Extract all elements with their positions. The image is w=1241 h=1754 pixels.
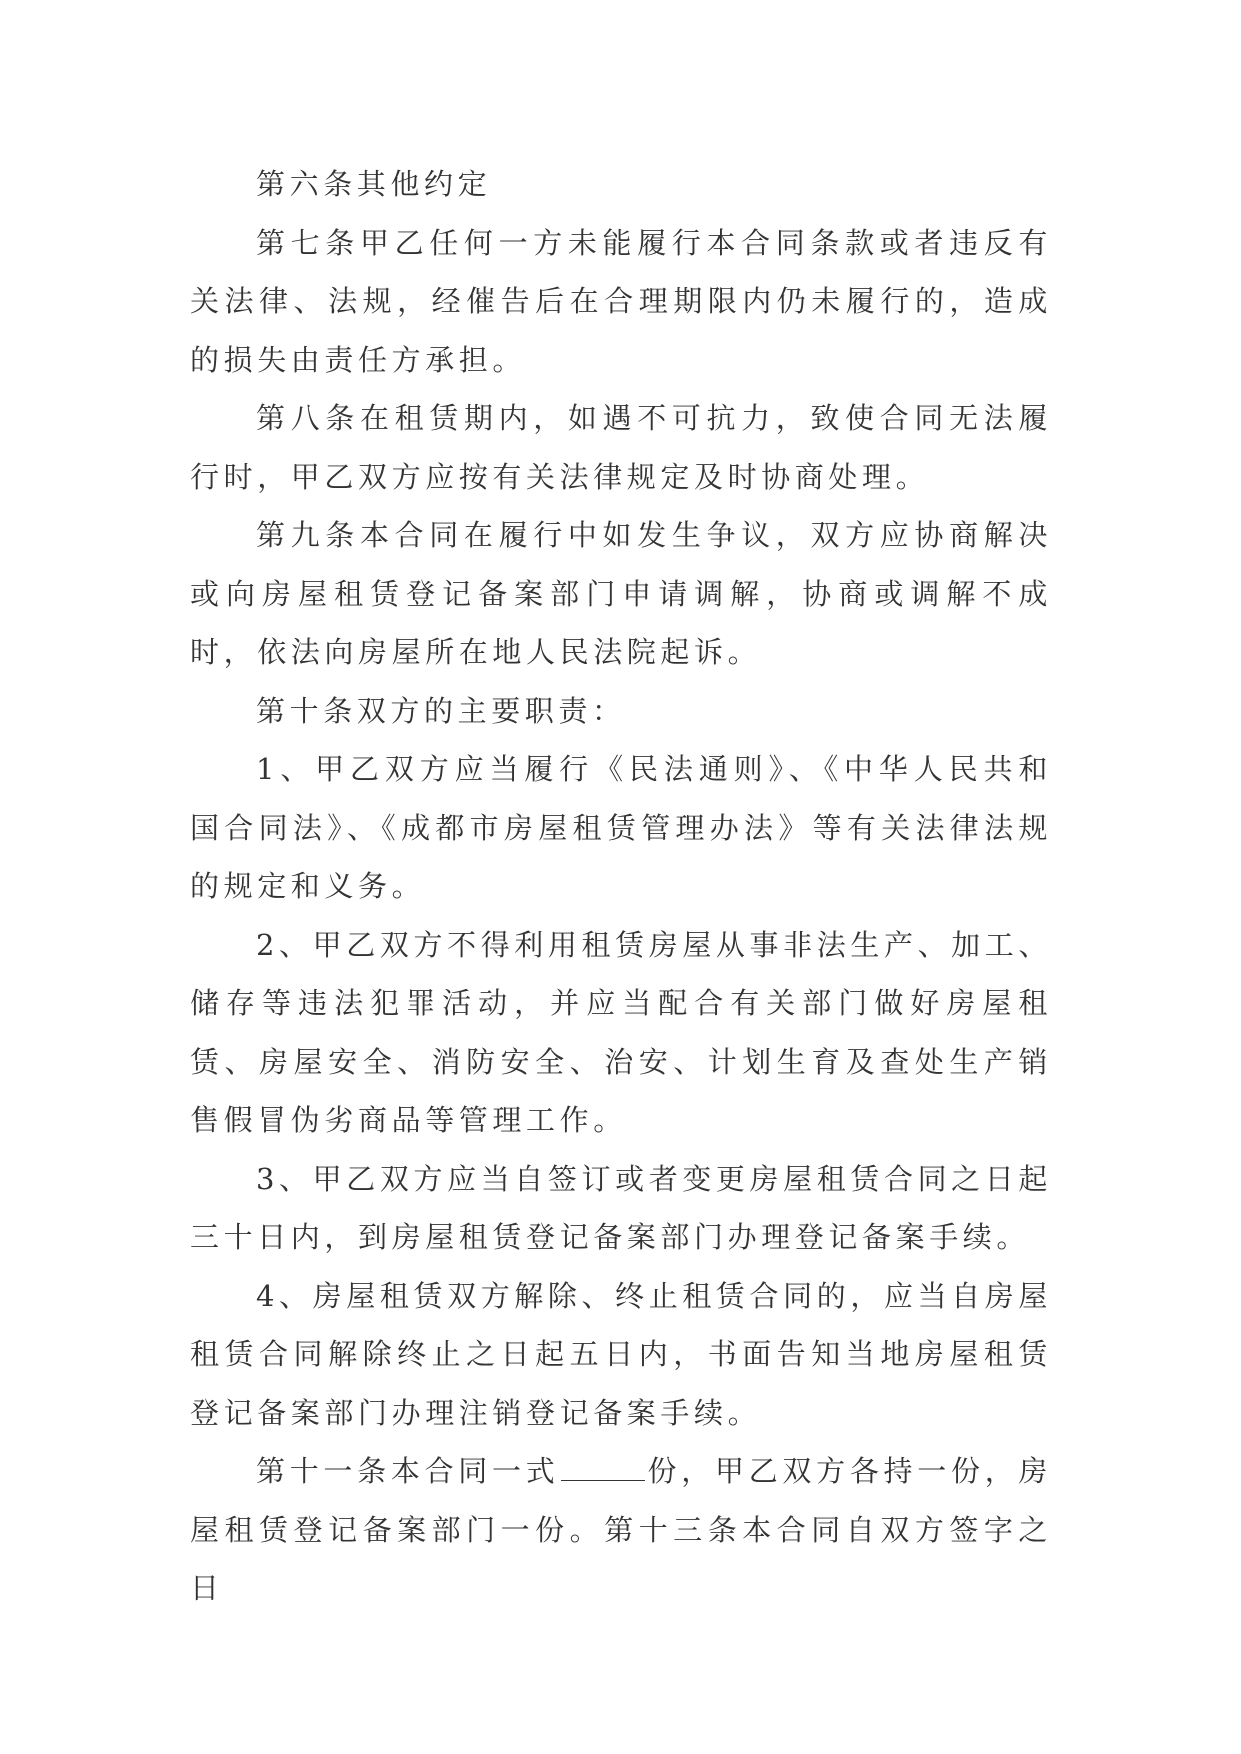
paragraph-article-10: 第十条双方的主要职责： [256,693,626,728]
paragraph-duty-1: 1、甲乙双方应当履行《民法通则》、《中华人民共和国合同法》、《成都市房屋租赁管理办法》等有关法律法规的规定和义务。 [190,752,1052,903]
copies-blank-line [561,1450,645,1481]
paragraph-article-6: 第六条其他约定 [256,167,492,201]
article-11-text-after: 份，甲乙双方各持一份，房屋租赁登记备案部门一份。第十三条本合同自双方签字之日 [190,1454,1053,1605]
paragraph-article-7: 第七条甲乙任何一方未能履行本合同条款或者违反有关法律、法规，经催告后在合理期限内仍未履行的，造成的损失由责任方承担。 [190,225,1052,377]
document-body [190,155,1052,1618]
paragraph-duty-4: 4、房屋租赁双方解除、终止租赁合同的，应当自房屋租赁合同解除终止之日起五日内，书面告知当地房屋租赁登记备案部门办理注销登记备案手续。 [190,1278,1052,1430]
article-11-text-before: 第十一条本合同一式 [256,1454,560,1488]
paragraph-article-8: 第八条在租赁期内，如遇不可抗力，致使合同无法履行时，甲乙双方应按有关法律规定及时协商处理。 [190,401,1052,494]
paragraph-duty-2: 2、甲乙双方不得利用租赁房屋从事非法生产、加工、储存等违法犯罪活动，并应当配合有关部门做好房屋租赁、房屋安全、消防安全、治安、计划生育及查处生产销售假冒伪劣商品等管理工作。 [190,927,1052,1137]
paragraph-article-11 [190,1442,1052,1618]
paragraph-duty-3: 3、甲乙双方应当自签订或者变更房屋租赁合同之日起三十日内，到房屋租赁登记备案部门办理登记备案手续。 [190,1161,1052,1254]
paragraph-article-9: 第九条本合同在履行中如发生争议，双方应协商解决或向房屋租赁登记备案部门申请调解，协商或调解不成时，依法向房屋所在地人民法院起诉。 [190,518,1052,669]
